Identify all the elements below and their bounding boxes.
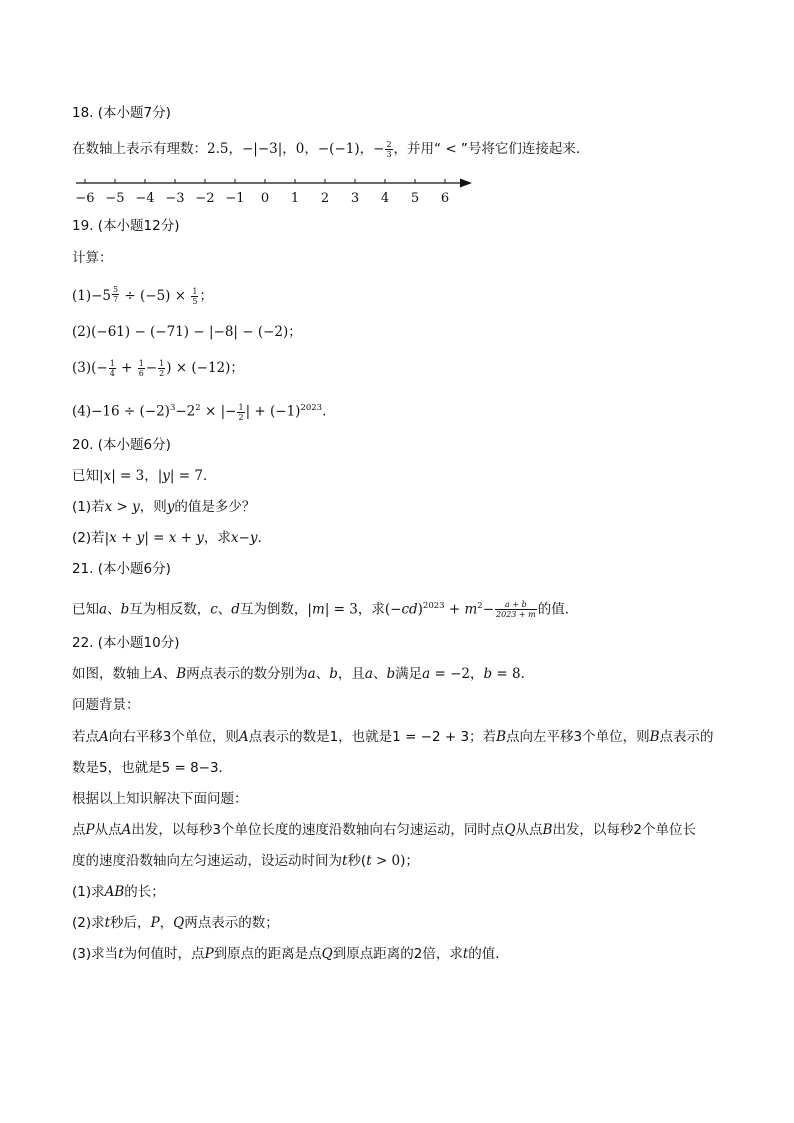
q20-p1-var-y: y xyxy=(166,499,175,515)
q22-p1-a: (1)求 xyxy=(72,884,105,900)
q20-given-a: 已知| xyxy=(72,468,104,484)
q21-frac-num: a + b xyxy=(495,600,537,610)
q21-fraction xyxy=(495,600,537,619)
q22-pt-A: A xyxy=(153,666,163,682)
q19-p3-fraction2 xyxy=(138,359,145,378)
q19-p3-f2-num: 1 xyxy=(138,359,144,368)
q19-p4-b: −2 xyxy=(175,403,196,420)
number-line-tick-label: −1 xyxy=(225,191,245,206)
q22-line3 xyxy=(72,727,714,747)
q22-p3-a: (3)求当 xyxy=(72,946,119,962)
q22-l3-b: 向右平移3个单位，则 xyxy=(108,729,239,745)
q19-p3-d: ) × (−12)； xyxy=(166,360,244,376)
q22-background-label: 问题背景： xyxy=(72,697,140,713)
q21-t-i: − xyxy=(482,601,495,618)
q21-var-a: a xyxy=(99,601,108,618)
q19-p1-f2-den: 5 xyxy=(192,297,198,306)
q21-t-d: 、 xyxy=(217,601,232,618)
q18-frac-denominator: 3 xyxy=(386,149,392,159)
number-line-tick-label: −4 xyxy=(135,191,155,206)
q22-p2-d: 两点表示的数； xyxy=(184,915,279,931)
q20-p2-b: | = xyxy=(144,530,169,546)
q20-p1-b: ，则 xyxy=(139,499,167,515)
q22-l6-a: 点 xyxy=(72,822,86,838)
q22-p3-c: 到原点的距离是点 xyxy=(213,946,322,962)
q22-l3-e: 点表示的 xyxy=(659,729,714,745)
q21-t-c: 互为相反数， xyxy=(129,601,211,618)
q22-l1-g: = 8． xyxy=(492,666,535,682)
q22-l6-b: 从点 xyxy=(94,822,122,838)
number-line-tick-label: 1 xyxy=(290,191,300,206)
number-line-arrow xyxy=(460,179,472,188)
q22-p2-b: 秒后， xyxy=(110,915,151,931)
q21-text xyxy=(72,596,578,620)
q22-part2 xyxy=(72,913,279,933)
q18-neg-sign: − xyxy=(373,141,385,157)
q19-part2: (2)(−61) − (−71) − |−8| − (−2)； xyxy=(72,324,302,340)
q18-prompt-numbers: 2.5，−|−3|，0，−(−1)， xyxy=(207,141,374,157)
q19-p3-b: + xyxy=(116,360,137,376)
number-line-tick-label: 0 xyxy=(260,191,270,206)
q22-line7 xyxy=(72,851,419,871)
q19-p4-c: × |− xyxy=(200,403,237,420)
q21-t-g: ) xyxy=(417,601,423,618)
q18-prompt-end: ，并用“ < ”号将它们连接起来． xyxy=(393,141,590,157)
q22-l1-c: 两点表示的数分别为 xyxy=(186,666,308,682)
q19-p4-exp2: 2 xyxy=(195,403,201,413)
q22-l7-a: 度的速度沿数轴向左匀速运动，设运动时间为 xyxy=(72,853,342,869)
q19-p4-end: . xyxy=(322,403,327,420)
q22-l1-sep2: 、 xyxy=(372,666,387,682)
q22-l1-var-b2: b xyxy=(386,666,396,682)
q19-part1 xyxy=(72,285,213,306)
q21-var-m2: m xyxy=(464,601,478,618)
q22-pt-B: B xyxy=(176,666,187,682)
q22-l7-t2: t xyxy=(366,853,372,869)
number-line-tick-label: −2 xyxy=(195,191,215,206)
q22-l3-a: 若点 xyxy=(72,729,99,745)
q22-part3 xyxy=(72,944,509,964)
q22-l1-b: 、 xyxy=(162,666,177,682)
q22-l1-var-a2: a xyxy=(364,666,373,682)
q20-part1 xyxy=(72,497,255,517)
q22-l6-B: B xyxy=(542,822,553,838)
q21-t-e: 互为倒数，| xyxy=(239,601,312,618)
q20-p1-c: 的值是多少？ xyxy=(174,499,256,515)
q21-var-cd: cd xyxy=(401,601,418,618)
q22-p3-t2: t xyxy=(462,946,469,962)
q22-heading: 22. (本小题10分) xyxy=(72,635,180,651)
q22-l6-d: 从点 xyxy=(515,822,543,838)
q22-line4: 数是5，也就是5 = 8−3． xyxy=(72,760,233,776)
q22-p1-AB: AB xyxy=(104,884,125,900)
q19-p3-fraction3 xyxy=(158,359,165,378)
number-line-tick-label: 4 xyxy=(380,191,390,206)
q18-fraction xyxy=(385,140,392,159)
q22-p1-b: 的长； xyxy=(124,884,165,900)
q21-heading: 21. (本小题6分) xyxy=(72,561,171,577)
q22-l7-t: t xyxy=(342,853,348,869)
q22-l7-c: > 0)； xyxy=(371,853,419,869)
q22-l1-e: 满足 xyxy=(395,666,423,682)
q19-p4-d: | + (−1) xyxy=(245,403,301,420)
q20-given-c: | = 7． xyxy=(169,468,217,484)
q21-exp1: 2023 xyxy=(422,601,445,611)
number-line-tick-label: 5 xyxy=(410,191,420,206)
q22-l6-c: 出发，以每秒3个单位长度的速度沿数轴向右匀速运动，同时点 xyxy=(131,822,505,838)
q19-p4-a: (4)−16 ÷ (−2) xyxy=(72,403,170,420)
q19-p4-fraction xyxy=(237,403,244,422)
q21-t-a: 已知 xyxy=(72,601,99,618)
number-line-tick-label: −3 xyxy=(165,191,185,206)
q22-p3-t: t xyxy=(118,946,124,962)
q20-var-x: x xyxy=(103,468,112,484)
q22-p2-a: (2)求 xyxy=(72,915,105,931)
q21-t-h: + xyxy=(444,601,465,618)
q19-p1-fraction1 xyxy=(112,285,119,304)
q18-heading: 18. (本小题7分) xyxy=(72,105,171,121)
q20-p2-expr2: x + y xyxy=(168,530,204,546)
q22-p3-Q: Q xyxy=(321,946,333,962)
q18-prompt-text: 在数轴上表示有理数： xyxy=(72,141,207,157)
q19-p1-f1-num: 5 xyxy=(113,285,119,294)
q20-p2-c: ，求 xyxy=(203,530,231,546)
q22-l1-sep: 、 xyxy=(315,666,330,682)
q20-given xyxy=(72,466,216,486)
q19-p1-f2-num: 1 xyxy=(192,287,198,296)
q20-given-b: | = 3，| xyxy=(111,468,163,484)
q22-p3-e: 的值． xyxy=(468,946,509,962)
q19-p3-fraction1 xyxy=(109,359,116,378)
q22-l1-var-b3: b xyxy=(483,666,493,682)
q20-var-y: y xyxy=(162,468,170,484)
q22-line5: 根据以上知识解决下面问题： xyxy=(72,791,248,807)
q22-l6-P: P xyxy=(85,822,95,838)
q19-p1-b: ÷ (−5) × xyxy=(120,288,191,304)
q19-p4-exp3: 2023 xyxy=(300,403,323,413)
q19-p3-f2-den: 6 xyxy=(138,369,144,378)
q19-p4-f-num: 1 xyxy=(238,402,244,412)
q20-p1-a: (1)若 xyxy=(72,499,105,515)
q22-l1-var-a: a xyxy=(307,666,316,682)
q19-p3-f1-den: 4 xyxy=(109,369,115,378)
q22-l1-var-b: b xyxy=(329,666,338,682)
q19-p1-a: (1)−5 xyxy=(72,288,112,304)
q19-intro: 计算： xyxy=(72,250,113,266)
q22-part1 xyxy=(72,882,165,902)
q20-p2-a: (2)若| xyxy=(72,530,110,546)
q20-p2-d: x−y xyxy=(230,530,258,546)
q20-part2 xyxy=(72,528,271,548)
q19-p3-c: − xyxy=(145,360,158,376)
number-line-tick-label: 3 xyxy=(350,191,360,206)
q22-p2-t: t xyxy=(104,915,111,931)
number-line-tick-label: −5 xyxy=(105,191,125,206)
q22-l1-var-a3: a xyxy=(422,666,431,682)
q19-p1-fraction2 xyxy=(191,287,198,306)
q21-frac-den: 2023 + m xyxy=(496,610,536,619)
q19-p4-exp1: 3 xyxy=(169,403,176,413)
q22-line1 xyxy=(72,664,534,684)
q19-part3 xyxy=(72,358,244,378)
q19-p3-f3-den: 2 xyxy=(159,369,165,378)
q22-p2-P: P xyxy=(150,915,160,931)
number-line xyxy=(72,170,482,206)
q20-p1-relation: x > y xyxy=(104,499,140,515)
number-line-tick-label: 2 xyxy=(320,191,330,206)
q22-l3-d: 点向左平移3个单位，则 xyxy=(505,729,650,745)
q22-l7-b: 秒( xyxy=(347,853,367,869)
q21-var-b: b xyxy=(120,601,130,618)
q22-p3-P: P xyxy=(204,946,214,962)
q21-var-d: d xyxy=(231,601,240,618)
q19-p4-f-den: 2 xyxy=(238,412,244,422)
q19-heading: 19. (本小题12分) xyxy=(72,218,180,234)
q22-l1-d: ，且 xyxy=(337,666,365,682)
q21-var-c: c xyxy=(210,601,218,618)
q22-line6 xyxy=(72,820,696,840)
q22-l3-c: 点表示的数是1，也就是1 = −2 + 3；若 xyxy=(248,729,497,745)
q20-p2-expr: x + y xyxy=(109,530,145,546)
q22-p3-d: 到原点距离的2倍，求 xyxy=(332,946,463,962)
q22-l1-f: = −2， xyxy=(430,666,484,682)
q22-l3-B: B xyxy=(496,729,506,745)
q21-t-f: | = 3，求(− xyxy=(324,601,402,618)
q22-l6-Q: Q xyxy=(504,822,516,838)
q22-l1-a: 如图，数轴上 xyxy=(72,666,153,682)
q19-p3-f1-num: 1 xyxy=(109,359,115,368)
number-line-tick-label: 6 xyxy=(440,191,450,206)
q21-t-j: 的值． xyxy=(537,601,579,618)
q22-p3-b: 为何值时，点 xyxy=(123,946,205,962)
q21-var-m: m xyxy=(312,601,325,618)
q19-p3-a: (3)(− xyxy=(72,360,108,376)
q21-t-b: 、 xyxy=(107,601,121,618)
q22-l3-A: A xyxy=(99,729,109,745)
q20-heading: 20. (本小题6分) xyxy=(72,437,171,453)
q22-l3-A2: A xyxy=(238,729,249,745)
q21-exp2: 2 xyxy=(477,601,483,611)
q19-p1-c: ； xyxy=(199,288,213,304)
q19-p1-f1-den: 7 xyxy=(113,295,119,304)
q18-frac-numerator: 2 xyxy=(386,139,392,149)
q19-part4 xyxy=(72,398,326,422)
q22-p2-Q: Q xyxy=(173,915,185,931)
q18-prompt xyxy=(72,139,589,159)
q19-p3-f3-num: 1 xyxy=(159,359,165,368)
q22-l6-A: A xyxy=(121,822,132,838)
q22-l6-e: 出发，以每秒2个单位长 xyxy=(552,822,697,838)
q20-p2-e: ． xyxy=(257,530,271,546)
q22-l3-B2: B xyxy=(649,729,660,745)
number-line-tick-label: −6 xyxy=(75,191,95,206)
q22-p2-c: ， xyxy=(159,915,174,931)
